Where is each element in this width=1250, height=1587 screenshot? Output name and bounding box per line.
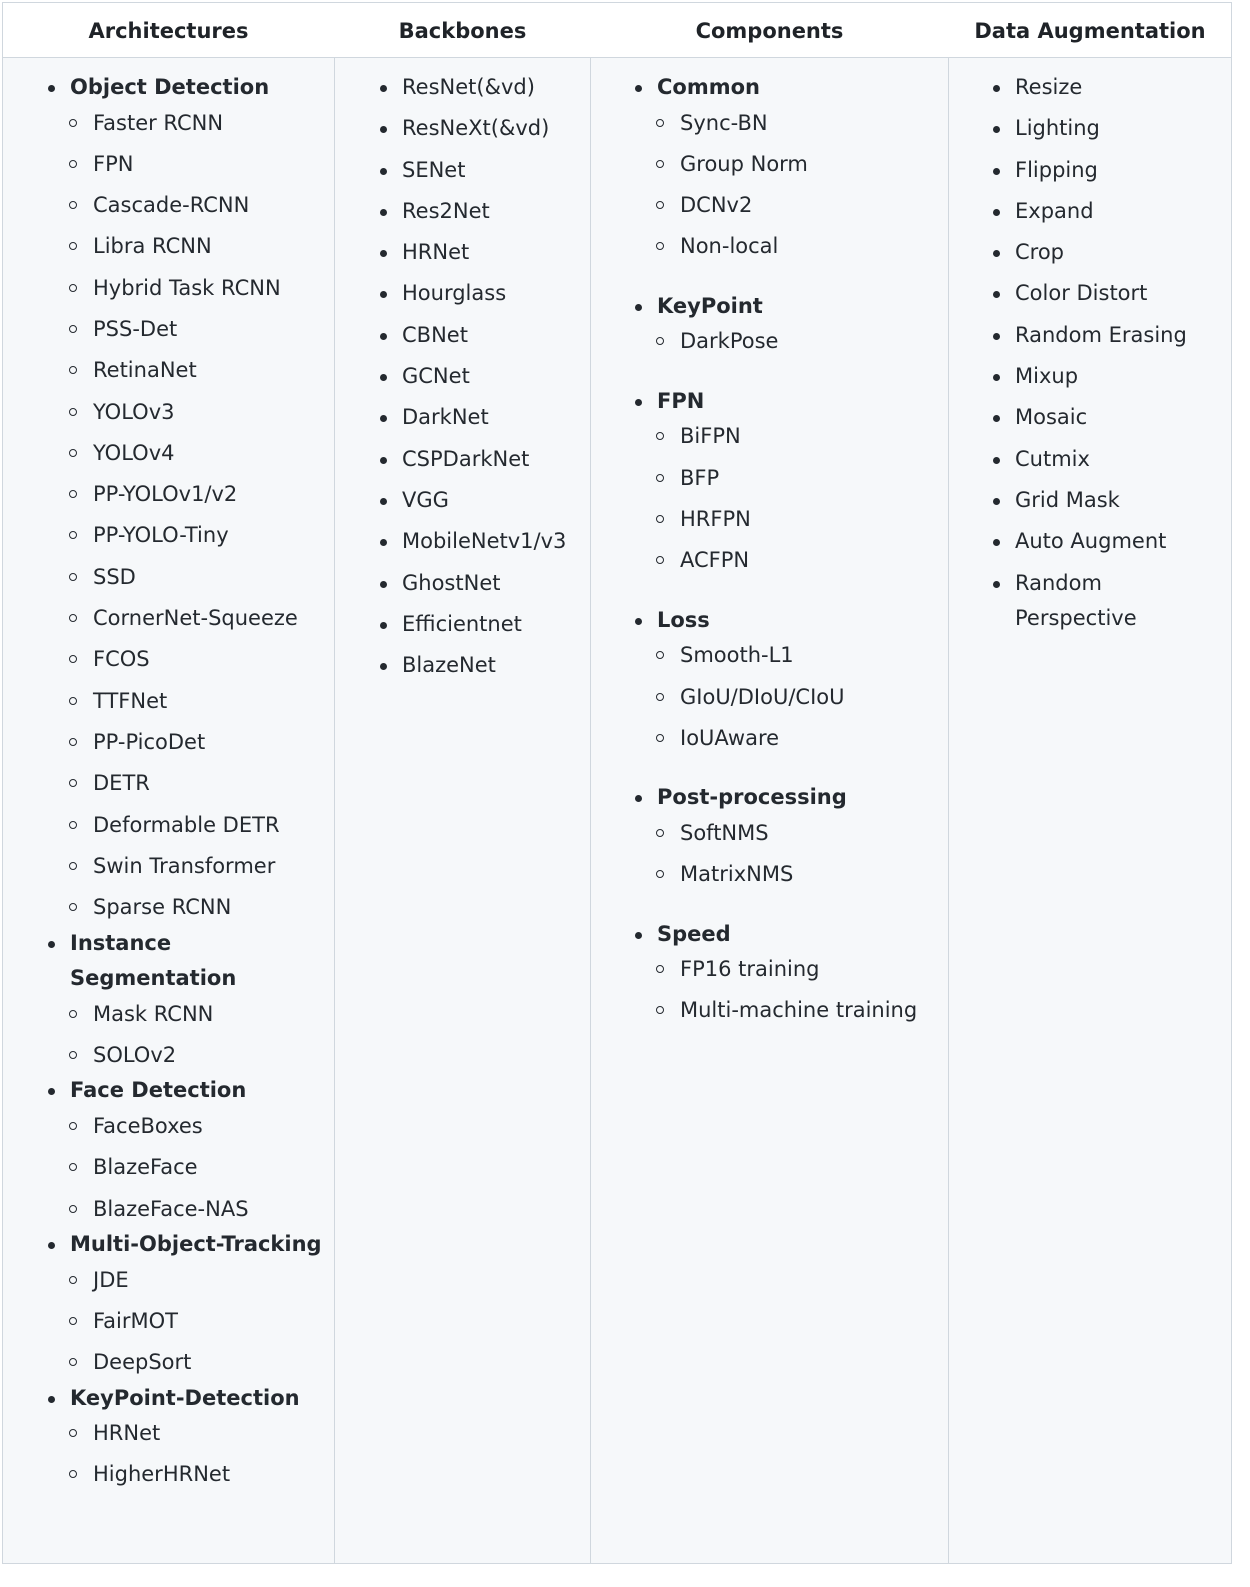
list-item xyxy=(377,111,587,147)
bullet-dot-icon xyxy=(380,663,387,670)
bullet-circle-icon xyxy=(69,1358,77,1366)
list-item xyxy=(990,276,1220,312)
category-group xyxy=(632,289,932,360)
bullet-circle-icon xyxy=(69,119,77,127)
subitem-label: HRNet xyxy=(93,1421,161,1446)
components-cell xyxy=(591,58,948,1563)
subitem-label: Deformable DETR xyxy=(93,812,280,837)
category-label: KeyPoint-Detection xyxy=(70,1385,300,1410)
bullet-dot-icon xyxy=(993,209,1000,216)
subitem-label: FP16 training xyxy=(680,957,820,982)
list-item xyxy=(990,70,1220,106)
bullet-dot-icon xyxy=(993,457,1000,464)
category-group xyxy=(632,70,932,265)
subitem xyxy=(632,816,932,852)
subitem xyxy=(45,1038,330,1074)
list-item-label: Res2Net xyxy=(402,198,490,223)
bullet-circle-icon xyxy=(69,738,77,746)
subitem-label: SOLOv2 xyxy=(93,1042,177,1067)
bullet-dot-icon xyxy=(635,618,642,625)
subitem-list xyxy=(632,816,932,893)
subitem-label: YOLOv3 xyxy=(93,399,175,424)
subitem-label: BFP xyxy=(680,465,720,490)
bullet-circle-icon xyxy=(69,366,77,374)
subitem-label: GIoU/DIoU/CIoU xyxy=(680,684,845,709)
list-item xyxy=(377,70,587,106)
list-item xyxy=(377,524,587,560)
list-item-label: GhostNet xyxy=(402,570,501,595)
bullet-circle-icon xyxy=(656,1006,664,1014)
subitem-label: MatrixNMS xyxy=(680,862,794,887)
subitem xyxy=(45,1304,330,1340)
subitem xyxy=(632,229,932,265)
subitem-label: SSD xyxy=(93,564,136,589)
bullet-dot-icon xyxy=(380,415,387,422)
subitem xyxy=(632,638,932,674)
subitem-label: JDE xyxy=(93,1267,129,1292)
category-group xyxy=(45,1381,330,1493)
subitem-label: RetinaNet xyxy=(93,358,197,383)
list-item-label: CBNet xyxy=(402,322,468,347)
subitem-list xyxy=(632,419,932,578)
bullet-dot-icon xyxy=(635,932,642,939)
subitem xyxy=(45,477,330,513)
subitem-label: FCOS xyxy=(93,647,150,672)
bullet-circle-icon xyxy=(69,903,77,911)
subitem-label: Non-local xyxy=(680,234,779,259)
bullet-circle-icon xyxy=(656,160,664,168)
subitem-label: ACFPN xyxy=(680,548,750,573)
bullet-dot-icon xyxy=(993,126,1000,133)
header-backbones: Backbones xyxy=(398,19,527,43)
subitem xyxy=(45,353,330,389)
list-item-label: BlazeNet xyxy=(402,653,496,678)
list-item-label: DarkNet xyxy=(402,405,489,430)
category-item xyxy=(45,1227,330,1263)
bullet-circle-icon xyxy=(656,337,664,345)
bullet-dot-icon xyxy=(635,85,642,92)
subitem-label: PP-YOLO-Tiny xyxy=(93,523,229,548)
data-augmentation-cell xyxy=(949,58,1231,1563)
subitem-label: Libra RCNN xyxy=(93,234,212,259)
bullet-dot-icon xyxy=(380,291,387,298)
bullet-circle-icon xyxy=(69,573,77,581)
list-item xyxy=(377,648,587,684)
bullet-circle-icon xyxy=(656,965,664,973)
subitem-label: BlazeFace xyxy=(93,1155,198,1180)
data-augmentation-list xyxy=(990,70,1220,642)
subitem-label: Faster RCNN xyxy=(93,110,224,135)
bullet-dot-icon xyxy=(380,168,387,175)
list-item xyxy=(377,359,587,395)
subitem-label: HigherHRNet xyxy=(93,1462,231,1487)
bullet-dot-icon xyxy=(993,581,1000,588)
list-item xyxy=(377,318,587,354)
bullet-circle-icon xyxy=(69,201,77,209)
backbones-cell xyxy=(335,58,590,1563)
category-group xyxy=(45,1073,330,1227)
category-group xyxy=(632,384,932,579)
subitem xyxy=(45,1457,330,1493)
subitem xyxy=(45,1263,330,1299)
bullet-circle-icon xyxy=(69,1317,77,1325)
subitem xyxy=(632,419,932,455)
list-item-label: Mosaic xyxy=(1015,405,1088,430)
list-item-label: Cutmix xyxy=(1015,446,1090,471)
list-item-label: ResNet(&vd) xyxy=(402,75,535,99)
subitem xyxy=(632,857,932,893)
list-item-label: VGG xyxy=(402,487,449,512)
list-item-label: Grid Mask xyxy=(1015,487,1120,512)
subitem xyxy=(45,147,330,183)
bullet-dot-icon xyxy=(380,374,387,381)
bullet-dot-icon xyxy=(993,333,1000,340)
subitem-label: DarkPose xyxy=(680,329,779,354)
subitem xyxy=(45,642,330,678)
subitem xyxy=(45,312,330,348)
bullet-dot-icon xyxy=(380,498,387,505)
subitem-list xyxy=(632,638,932,756)
subitem-label: DCNv2 xyxy=(680,193,753,218)
list-item-label: Crop xyxy=(1015,240,1065,265)
bullet-dot-icon xyxy=(993,291,1000,298)
list-item xyxy=(990,318,1220,354)
bullet-circle-icon xyxy=(69,1163,77,1171)
bullet-dot-icon xyxy=(48,941,55,948)
bullet-dot-icon xyxy=(380,209,387,216)
bullet-circle-icon xyxy=(656,651,664,659)
subitem-list xyxy=(45,1263,330,1381)
bullet-dot-icon xyxy=(380,622,387,629)
list-item-label: Random Erasing xyxy=(1015,322,1187,347)
list-item xyxy=(990,566,1220,637)
list-item-label: Random Perspective xyxy=(1015,570,1137,631)
list-item-label: CSPDarkNet xyxy=(402,446,530,471)
architectures-cell xyxy=(3,58,334,1563)
header-data-augmentation: Data Augmentation xyxy=(974,19,1206,43)
list-item-label: Auto Augment xyxy=(1015,529,1167,554)
category-group xyxy=(632,917,932,1029)
bullet-dot-icon xyxy=(48,1242,55,1249)
table-body-row xyxy=(3,58,1231,1563)
subitem xyxy=(45,601,330,637)
category-item xyxy=(45,1381,330,1417)
subitem xyxy=(632,543,932,579)
subitem xyxy=(45,271,330,307)
subitem xyxy=(45,395,330,431)
list-item-label: Hourglass xyxy=(402,281,507,306)
backbones-list xyxy=(377,70,587,689)
list-item-label: Mixup xyxy=(1015,364,1079,389)
table-header-row xyxy=(3,3,1231,58)
bullet-circle-icon xyxy=(69,490,77,498)
subitem-list xyxy=(632,106,932,265)
list-item xyxy=(377,194,587,230)
bullet-dot-icon xyxy=(993,415,1000,422)
subitem-label: Hybrid Task RCNN xyxy=(93,275,281,300)
bullet-dot-icon xyxy=(635,304,642,311)
subitem-label: Mask RCNN xyxy=(93,1001,214,1026)
bullet-circle-icon xyxy=(656,474,664,482)
subitem xyxy=(45,188,330,224)
subitem xyxy=(45,1109,330,1145)
bullet-circle-icon xyxy=(69,449,77,457)
category-item xyxy=(632,780,932,816)
list-item xyxy=(377,483,587,519)
components-list xyxy=(632,70,932,1029)
list-item xyxy=(377,442,587,478)
bullet-circle-icon xyxy=(69,160,77,168)
subitem-label: BlazeFace-NAS xyxy=(93,1196,249,1221)
list-item-label: Resize xyxy=(1015,75,1083,99)
bullet-dot-icon xyxy=(380,457,387,464)
subitem-label: IoUAware xyxy=(680,725,780,750)
model-zoo-table xyxy=(2,2,1232,1564)
bullet-circle-icon xyxy=(69,779,77,787)
bullet-dot-icon xyxy=(380,539,387,546)
subitem xyxy=(632,993,932,1029)
bullet-circle-icon xyxy=(656,201,664,209)
list-item xyxy=(377,400,587,436)
subitem-label: CornerNet-Squeeze xyxy=(93,606,298,631)
list-item-label: MobileNetv1/v3 xyxy=(402,529,567,554)
list-item xyxy=(377,276,587,312)
category-label: Face Detection xyxy=(70,1078,247,1103)
subitem xyxy=(632,324,932,360)
bullet-dot-icon xyxy=(993,85,1000,92)
subitem xyxy=(45,725,330,761)
category-group xyxy=(45,926,330,1074)
bullet-dot-icon xyxy=(48,1088,55,1095)
subitem xyxy=(45,808,330,844)
subitem xyxy=(632,106,932,142)
category-label: Loss xyxy=(657,607,710,632)
subitem xyxy=(45,229,330,265)
subitem-label: Group Norm xyxy=(680,151,808,176)
subitem-label: Sparse RCNN xyxy=(93,895,232,920)
subitem-label: Cascade-RCNN xyxy=(93,193,250,218)
bullet-circle-icon xyxy=(69,821,77,829)
category-group xyxy=(632,780,932,892)
bullet-circle-icon xyxy=(656,515,664,523)
bullet-circle-icon xyxy=(69,531,77,539)
category-label: KeyPoint xyxy=(657,293,763,318)
bullet-circle-icon xyxy=(69,614,77,622)
subitem xyxy=(45,518,330,554)
subitem-label: SoftNMS xyxy=(680,820,769,845)
subitem-list xyxy=(45,1109,330,1227)
list-item xyxy=(990,359,1220,395)
subitem-label: DETR xyxy=(93,771,150,796)
category-item xyxy=(45,70,330,106)
list-item-label: Efficientnet xyxy=(402,611,522,636)
subitem-label: Sync-BN xyxy=(680,110,768,135)
bullet-circle-icon xyxy=(69,1470,77,1478)
subitem xyxy=(45,997,330,1033)
category-label: FPN xyxy=(657,388,705,413)
category-item xyxy=(632,384,932,420)
category-group xyxy=(632,603,932,757)
subitem-label: TTFNet xyxy=(93,688,168,713)
subitem xyxy=(45,1150,330,1186)
bullet-circle-icon xyxy=(69,697,77,705)
bullet-dot-icon xyxy=(993,539,1000,546)
category-label: Post-processing xyxy=(657,785,847,810)
bullet-dot-icon xyxy=(993,498,1000,505)
subitem-label: HRFPN xyxy=(680,506,751,531)
category-item xyxy=(45,1073,330,1109)
subitem xyxy=(45,849,330,885)
bullet-circle-icon xyxy=(69,242,77,250)
bullet-dot-icon xyxy=(993,168,1000,175)
category-item xyxy=(45,926,330,997)
bullet-circle-icon xyxy=(69,862,77,870)
list-item xyxy=(377,153,587,189)
list-item-label: SENet xyxy=(402,157,466,182)
list-item xyxy=(990,524,1220,560)
bullet-dot-icon xyxy=(635,795,642,802)
list-item xyxy=(990,153,1220,189)
list-item xyxy=(990,111,1220,147)
bullet-dot-icon xyxy=(993,250,1000,257)
bullet-circle-icon xyxy=(69,1429,77,1437)
subitem-label: PP-YOLOv1/v2 xyxy=(93,482,238,507)
subitem xyxy=(45,684,330,720)
list-item-label: GCNet xyxy=(402,364,470,389)
list-item xyxy=(377,235,587,271)
bullet-circle-icon xyxy=(69,1010,77,1018)
subitem-label: FPN xyxy=(93,151,134,176)
bullet-circle-icon xyxy=(656,432,664,440)
list-item xyxy=(990,400,1220,436)
bullet-dot-icon xyxy=(993,374,1000,381)
subitem-label: FaceBoxes xyxy=(93,1113,203,1138)
subitem xyxy=(45,436,330,472)
list-item-label: ResNeXt(&vd) xyxy=(402,116,550,141)
bullet-dot-icon xyxy=(380,333,387,340)
bullet-circle-icon xyxy=(69,1051,77,1059)
subitem-label: PSS-Det xyxy=(93,316,178,341)
subitem-label: BiFPN xyxy=(680,424,741,449)
bullet-circle-icon xyxy=(69,655,77,663)
list-item-label: Lighting xyxy=(1015,116,1100,141)
bullet-circle-icon xyxy=(656,242,664,250)
subitem-label: FairMOT xyxy=(93,1308,178,1333)
subitem xyxy=(45,766,330,802)
bullet-circle-icon xyxy=(656,693,664,701)
list-item xyxy=(990,194,1220,230)
subitem xyxy=(632,502,932,538)
category-label: Common xyxy=(657,75,760,99)
header-architectures: Architectures xyxy=(88,19,249,43)
bullet-circle-icon xyxy=(69,325,77,333)
category-label: Speed xyxy=(657,921,731,946)
list-item xyxy=(990,442,1220,478)
subitem-list xyxy=(632,952,932,1029)
bullet-dot-icon xyxy=(380,581,387,588)
bullet-circle-icon xyxy=(69,284,77,292)
bullet-dot-icon xyxy=(48,1396,55,1403)
list-item xyxy=(377,607,587,643)
bullet-circle-icon xyxy=(656,734,664,742)
architectures-list xyxy=(45,70,330,1493)
list-item xyxy=(377,566,587,602)
subitem-label: Swin Transformer xyxy=(93,853,276,878)
category-label: Instance Segmentation xyxy=(70,930,237,991)
subitem-list xyxy=(45,1416,330,1493)
subitem xyxy=(45,1416,330,1452)
category-item xyxy=(632,289,932,325)
list-item xyxy=(990,235,1220,271)
list-item-label: Color Distort xyxy=(1015,281,1148,306)
subitem xyxy=(632,680,932,716)
bullet-circle-icon xyxy=(656,829,664,837)
list-item-label: Expand xyxy=(1015,198,1094,223)
subitem xyxy=(632,188,932,224)
bullet-dot-icon xyxy=(48,85,55,92)
list-item-label: Flipping xyxy=(1015,157,1098,182)
subitem xyxy=(45,106,330,142)
subitem xyxy=(45,890,330,926)
subitem-label: DeepSort xyxy=(93,1350,192,1375)
subitem xyxy=(632,952,932,988)
category-item xyxy=(632,603,932,639)
subitem-label: Multi-machine training xyxy=(680,998,918,1023)
category-label: Multi-Object-Tracking xyxy=(70,1232,322,1257)
bullet-circle-icon xyxy=(656,119,664,127)
subitem xyxy=(45,1192,330,1228)
category-label: Object Detection xyxy=(70,75,270,99)
subitem xyxy=(632,147,932,183)
bullet-circle-icon xyxy=(69,1122,77,1130)
subitem-label: PP-PicoDet xyxy=(93,729,206,754)
category-item xyxy=(632,917,932,953)
bullet-dot-icon xyxy=(380,85,387,92)
bullet-circle-icon xyxy=(656,556,664,564)
subitem-list xyxy=(45,106,330,926)
bullet-dot-icon xyxy=(635,399,642,406)
bullet-circle-icon xyxy=(656,870,664,878)
subitem xyxy=(45,560,330,596)
subitem xyxy=(632,461,932,497)
subitem xyxy=(45,1345,330,1381)
subitem-label: YOLOv4 xyxy=(93,440,175,465)
category-group xyxy=(45,70,330,926)
subitem-label: Smooth-L1 xyxy=(680,643,794,668)
subitem-list xyxy=(45,997,330,1074)
subitem xyxy=(632,721,932,757)
bullet-dot-icon xyxy=(380,250,387,257)
bullet-circle-icon xyxy=(69,1205,77,1213)
bullet-dot-icon xyxy=(380,126,387,133)
bullet-circle-icon xyxy=(69,1276,77,1284)
subitem-list xyxy=(632,324,932,360)
category-item xyxy=(632,70,932,106)
list-item xyxy=(990,483,1220,519)
bullet-circle-icon xyxy=(69,408,77,416)
list-item-label: HRNet xyxy=(402,240,470,265)
header-components: Components xyxy=(695,19,844,43)
category-group xyxy=(45,1227,330,1381)
